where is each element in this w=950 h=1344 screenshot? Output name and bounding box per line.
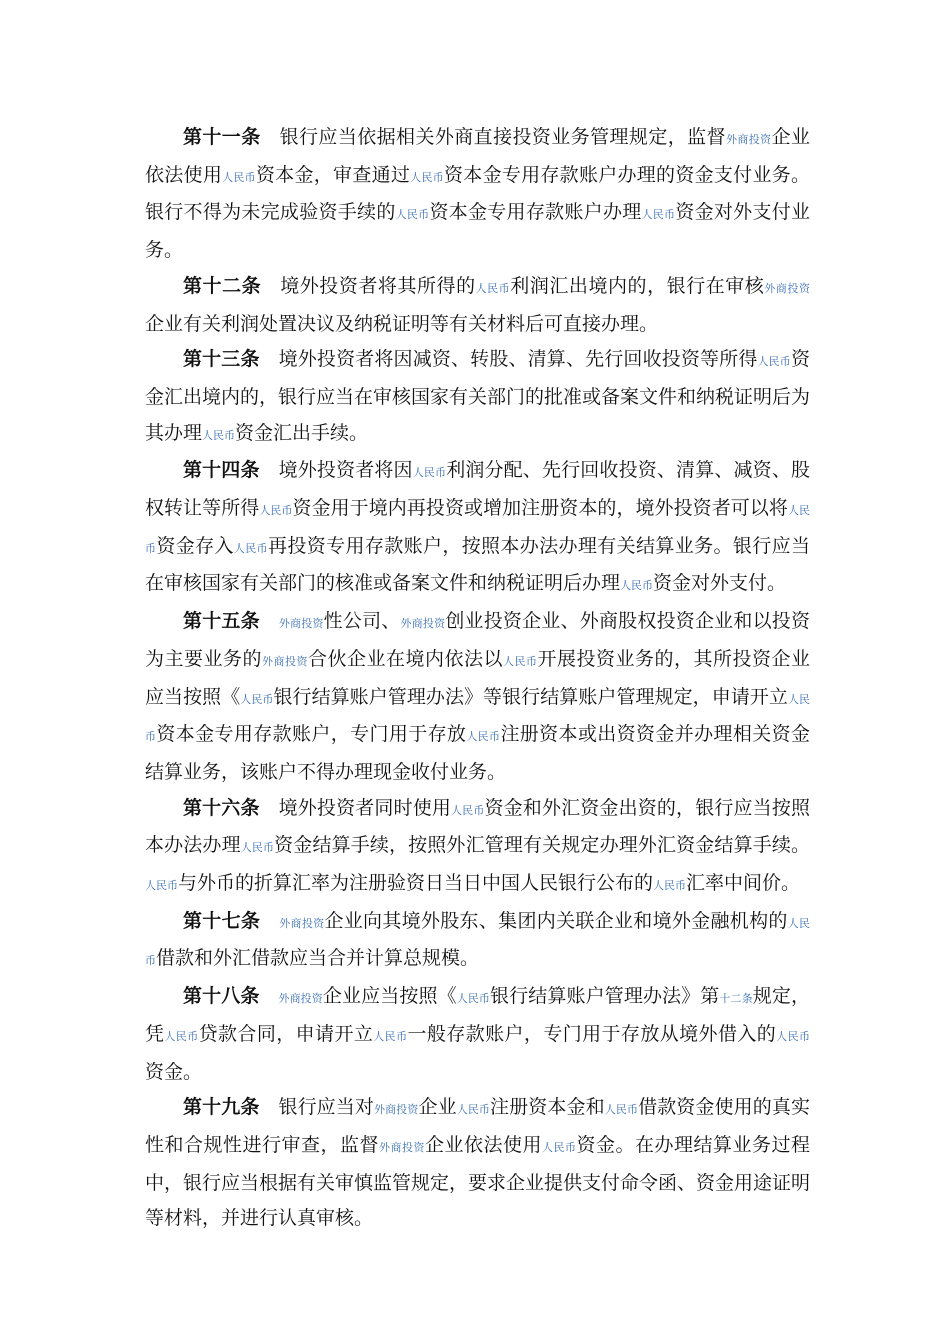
inline-term-tag: 外商投资 xyxy=(262,654,308,668)
inline-term-tag: 外商投资 xyxy=(278,992,323,1006)
document-body xyxy=(145,120,810,1237)
inline-term-tag: 人民币 xyxy=(410,170,445,184)
text-segment: 贷款合同，申请开立 xyxy=(198,1022,374,1045)
text-segment: 汇率中间价。 xyxy=(686,872,801,895)
inline-term-tag: 人民币 xyxy=(373,1029,408,1043)
inline-term-tag: 人民币 xyxy=(145,879,178,893)
article-paragraph xyxy=(145,904,810,979)
inline-term-tag: 人民币 xyxy=(222,170,256,184)
text-segment: 企业向其境外股东、集团内关联企业和境外金融机构的 xyxy=(324,909,788,932)
text-segment: 银行结算账户管理办法》等银行结算账户管理规定，申请开立 xyxy=(273,685,788,708)
text-segment: 企业依法使用 xyxy=(145,126,810,186)
article-paragraph xyxy=(145,269,810,342)
text-segment: 开展投资业务的，其所投资企业应当按照《 xyxy=(145,647,810,708)
article-label: 第十二条 xyxy=(183,274,262,297)
text-segment: 银行应当对 xyxy=(278,1096,375,1119)
text-segment: 利润汇出境内的，银行在审核 xyxy=(510,274,765,297)
inline-term-tag: 人民币 xyxy=(641,208,676,222)
inline-term-tag: 人民币 xyxy=(233,541,268,555)
text-segment: 借款和外汇借款应当合并计算总规模。 xyxy=(156,947,480,970)
inline-term-tag: 外商投资 xyxy=(725,133,772,146)
text-segment: 资本金专用存款账户，专门用于存放 xyxy=(156,723,467,746)
article-paragraph xyxy=(145,604,810,791)
text-segment: 再投资专用存款账户，按照本办法办理有关结算业务。银行应当在审核国家有关部门的核准或备案文件和纳税证明后办理 xyxy=(145,534,810,595)
inline-term-tag: 人民币 xyxy=(240,841,275,855)
text-segment: 资金。 xyxy=(145,1060,203,1083)
text-segment: 境外投资者同时使用 xyxy=(278,796,452,819)
inline-term-tag: 外商投资 xyxy=(764,281,810,295)
article-label: 第十九条 xyxy=(183,1096,260,1119)
article-label: 第十五条 xyxy=(183,610,260,633)
inline-term-tag: 人民币 xyxy=(451,803,485,817)
text-segment: 资金对外支付。 xyxy=(653,572,787,595)
inline-term-tag: 人民币 xyxy=(542,1140,577,1154)
text-segment: 利润分配、先行回收投资、清算、减资、股权转让等所得 xyxy=(145,459,810,520)
article-label: 第十八条 xyxy=(183,985,260,1008)
article-paragraph xyxy=(145,453,810,604)
article-label: 第十六条 xyxy=(183,796,260,819)
inline-term-tag: 人民币 xyxy=(776,1029,810,1043)
article-label: 第十一条 xyxy=(183,126,261,148)
text-segment: 资金存入 xyxy=(156,534,234,557)
inline-term-tag: 人民币 xyxy=(259,504,293,518)
inline-term-tag: 人民币 xyxy=(202,428,236,442)
text-segment: 资金用于境内再投资或增加注册资本的，境外投资者可以将 xyxy=(292,497,788,520)
inline-term-tag: 人民币 xyxy=(653,879,687,893)
text-segment: 企业 xyxy=(418,1096,457,1119)
inline-term-tag: 人民币 xyxy=(456,1103,491,1117)
text-segment: 借款资金使用的真实性和合规性进行审查，监督 xyxy=(145,1096,810,1156)
inline-term-tag: 十二条 xyxy=(719,992,753,1006)
inline-term-tag: 外商投资 xyxy=(279,916,325,930)
inline-term-tag: 外商投资 xyxy=(379,1140,425,1154)
inline-term-tag: 人民币 xyxy=(620,579,654,593)
inline-term-tag: 人民币 xyxy=(412,466,447,480)
text-segment: 一般存款账户，专门用于存放从境外借入的 xyxy=(407,1022,777,1045)
text-segment: 资金汇出境内的，银行应当在审核国家有关部门的批准或备案文件和纳税证明后为其办理 xyxy=(145,348,811,444)
text-segment: 资金对外支付业务。 xyxy=(145,201,811,262)
text-segment: 合伙企业在境内依法以 xyxy=(308,647,503,670)
text-segment: 企业依法使用 xyxy=(425,1133,542,1156)
inline-term-tag: 人民币 xyxy=(395,208,430,222)
text-segment: 资金和外汇资金出资的，银行应当按照本办法办理 xyxy=(145,796,810,857)
inline-term-tag: 人民币 xyxy=(475,281,511,295)
text-segment: 与外币的折算汇率为注册验资日当日中国人民银行公布的 xyxy=(178,872,654,895)
inline-term-tag: 外商投资 xyxy=(278,617,324,631)
inline-term-tag: 人民币 xyxy=(145,916,811,968)
text-segment: 性公司、 xyxy=(323,610,401,633)
inline-term-tag: 人民币 xyxy=(466,730,501,744)
inline-term-tag: 人民币 xyxy=(164,1029,199,1043)
text-segment: 资金汇出手续。 xyxy=(235,421,369,444)
article-paragraph xyxy=(145,791,810,904)
text-segment: 境外投资者将因 xyxy=(278,459,413,482)
text-segment: 创业投资企业、外商股权投资企业和以投资为主要业务的 xyxy=(145,610,810,670)
article-paragraph xyxy=(145,120,810,269)
text-segment: 资本金专用存款账户办理的资金支付业务。银行不得为未完成验资手续的 xyxy=(145,163,810,224)
article-label: 第十四条 xyxy=(183,459,260,482)
text-segment: 资金。在办理结算业务过程中，银行应当根据有关审慎监管规定，要求企业提供支付命令函、资金用途证明等材料，并进行认真审核。 xyxy=(145,1133,811,1230)
text-segment: 资本金，审查通过 xyxy=(255,163,411,186)
text-segment: 企业有关利润处置决议及纳税证明等有关材料后可直接办理。 xyxy=(145,312,659,335)
text-segment: 境外投资者将其所得的 xyxy=(280,274,476,297)
text-segment: 境外投资者将因减资、转股、清算、先行回收投资等所得 xyxy=(278,348,758,371)
inline-term-tag: 人民币 xyxy=(456,992,491,1006)
text-segment: 银行应当依据相关外商直接投资业务管理规定，监督 xyxy=(279,126,726,148)
inline-term-tag: 外商投资 xyxy=(400,617,446,631)
article-paragraph xyxy=(145,979,810,1090)
article-label: 第十七条 xyxy=(183,909,261,932)
inline-term-tag: 人民币 xyxy=(604,1103,639,1117)
article-label: 第十三条 xyxy=(183,348,260,371)
text-segment: 注册资本或出资资金并办理相关资金结算业务，该账户不得办理现金收付业务。 xyxy=(145,723,810,783)
inline-term-tag: 人民币 xyxy=(757,355,791,369)
text-segment: 资本金专用存款账户办理 xyxy=(429,201,642,224)
inline-term-tag: 人民币 xyxy=(145,692,810,744)
inline-term-tag: 人民币 xyxy=(503,654,538,668)
inline-term-tag: 人民币 xyxy=(145,504,811,555)
article-paragraph xyxy=(145,1090,810,1237)
text-segment: 银行结算账户管理办法》第 xyxy=(490,985,720,1008)
text-segment: 规定，凭 xyxy=(145,985,810,1045)
text-segment: 注册资本金和 xyxy=(490,1096,605,1119)
text-segment: 企业应当按照《 xyxy=(322,985,457,1008)
inline-term-tag: 外商投资 xyxy=(374,1103,419,1117)
inline-term-tag: 人民币 xyxy=(240,692,274,706)
article-paragraph xyxy=(145,342,810,453)
text-segment: 资金结算手续，按照外汇管理有关规定办理外汇资金结算手续。 xyxy=(274,834,810,857)
